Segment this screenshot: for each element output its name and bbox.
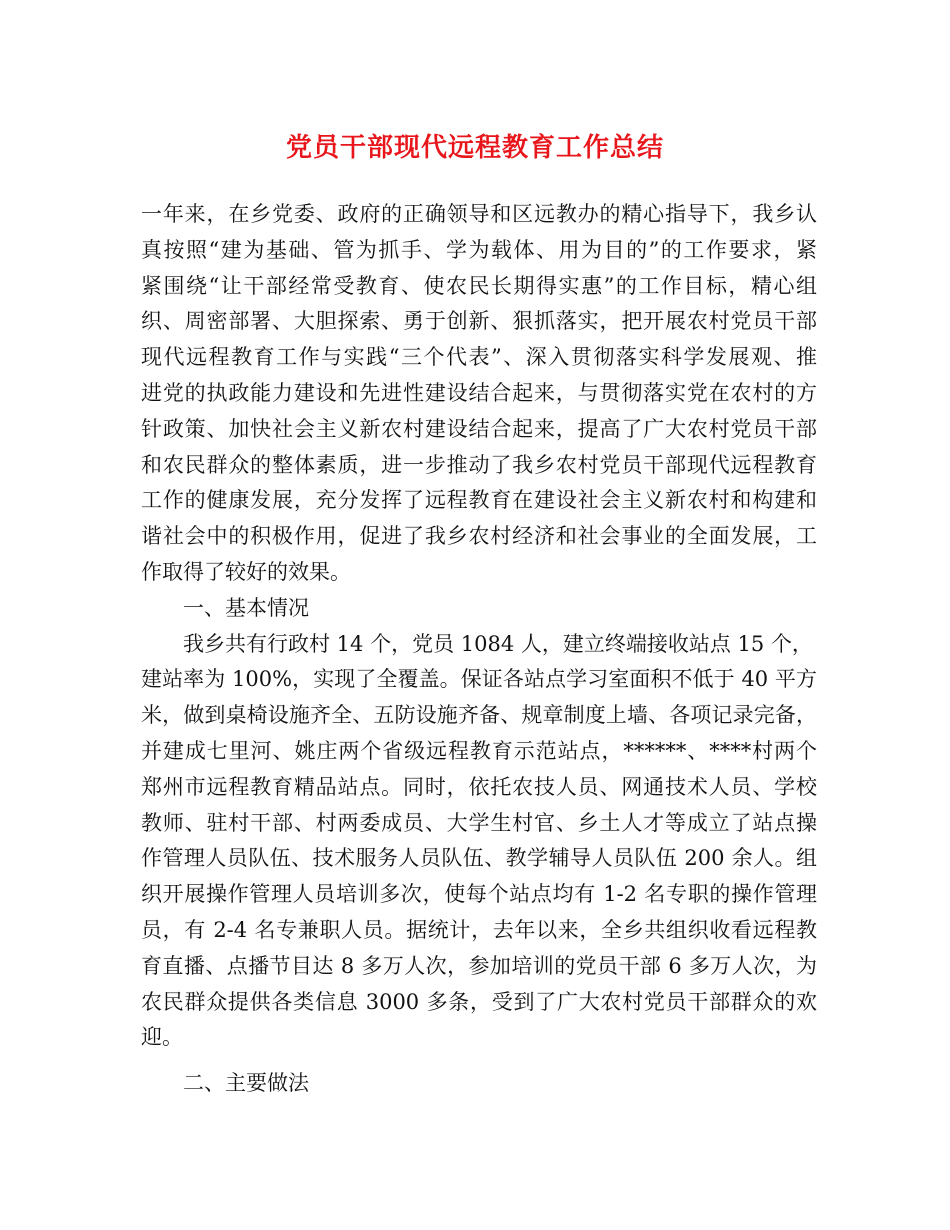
paragraph-line: 针政策、加快社会主义新农村建设结合起来，提高了广大农村党员干部 <box>141 416 817 441</box>
paragraph-line: 米，做到桌椅设施齐全、五防设施齐备、规章制度上墙、各项记录完备， <box>141 703 817 728</box>
section-heading-basic-situation <box>141 591 817 627</box>
paragraph-line: 现代远程教育工作与实践“三个代表”、深入贯彻落实科学发展观、推 <box>141 345 817 370</box>
paragraph-line: 织开展操作管理人员培训多次，使每个站点均有 1-2 名专职的操作管理 <box>141 882 817 907</box>
paragraph-line: 教师、驻村干部、村两委成员、大学生村官、乡土人才等成立了站点操 <box>141 810 817 835</box>
section-heading-main-practices <box>141 1066 817 1102</box>
paragraph-line: 紧围绕“让干部经常受教育、使农民长期得实惠”的工作目标，精心组 <box>141 273 817 298</box>
document-body <box>141 197 817 1102</box>
paragraph-line: 迎。 <box>141 1025 183 1050</box>
document-title: 党员干部现代远程教育工作总结 <box>285 133 664 163</box>
paragraph-line: 真按照“建为基础、管为抓手、学为载体、用为目的”的工作要求，紧 <box>141 237 817 262</box>
paragraph-line: 进党的执政能力建设和先进性建设结合起来，与贯彻落实党在农村的方 <box>141 380 817 405</box>
paragraph-line: 育直播、点播节目达 8 多万人次，参加培训的党员干部 6 多万人次，为 <box>141 953 817 978</box>
paragraph-line: 作取得了较好的效果。 <box>141 559 351 584</box>
paragraph-line: 谐社会中的积极作用，促进了我乡农村经济和社会事业的全面发展，工 <box>141 524 817 549</box>
section-heading-text: 二、主要做法 <box>183 1071 309 1096</box>
paragraph-line: 并建成七里河、姚庄两个省级远程教育示范站点，******、****村两个 <box>141 738 817 763</box>
paragraph-line: 农民群众提供各类信息 3000 多条，受到了广大农村党员干部群众的欢 <box>141 989 817 1014</box>
paragraph-line: 和农民群众的整体素质，进一步推动了我乡农村党员干部现代远程教育 <box>141 452 817 477</box>
paragraph-line: 郑州市远程教育精品站点。同时，依托农技人员、网通技术人员、学校 <box>141 774 817 799</box>
paragraph-line: 工作的健康发展，充分发挥了远程教育在建设社会主义新农村和构建和 <box>141 488 817 513</box>
paragraph-line: 我乡共有行政村 14 个，党员 1084 人，建立终端接收站点 15 个， <box>183 631 813 656</box>
paragraph-basic-situation <box>141 627 817 1057</box>
paragraph-line: 建站率为 100%，实现了全覆盖。保证各站点学习室面积不低于 40 平方 <box>141 667 817 692</box>
paragraph-line: 员，有 2-4 名专兼职人员。据统计，去年以来，全乡共组织收看远程教 <box>141 917 817 942</box>
paragraph-spacer <box>141 1056 817 1066</box>
section-heading-text: 一、基本情况 <box>183 595 309 620</box>
paragraph-intro <box>141 197 817 591</box>
paragraph-line: 作管理人员队伍、技术服务人员队伍、教学辅导人员队伍 200 余人。组 <box>141 846 817 871</box>
paragraph-line: 织、周密部署、大胆探索、勇于创新、狠抓落实，把开展农村党员干部 <box>141 309 817 334</box>
paragraph-line: 一年来，在乡党委、政府的正确领导和区远教办的精心指导下，我乡认 <box>141 202 817 226</box>
